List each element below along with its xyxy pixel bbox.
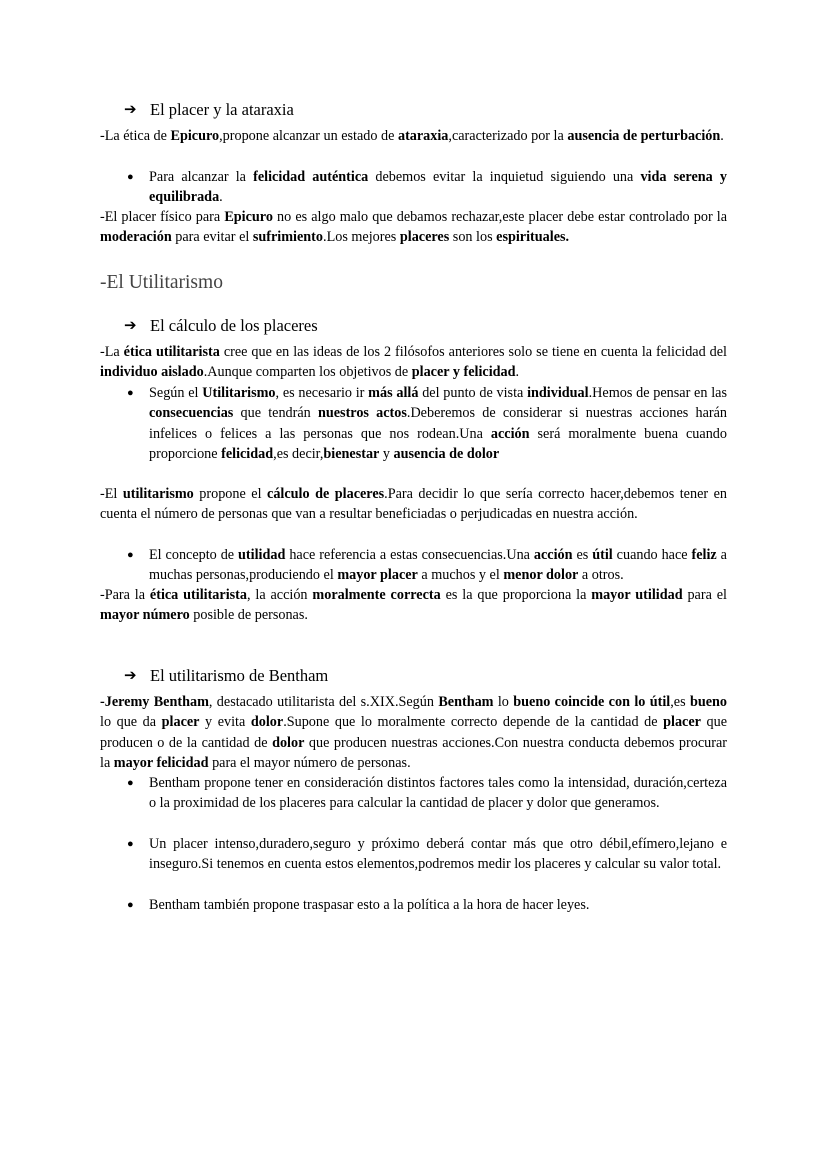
text: que producen o de la cantidad de [100,714,727,751]
paragraph [100,692,727,773]
subheading-utilitarismo-bentham [100,665,727,687]
bold-text: moralmente correcta [312,587,441,603]
subheading-placer-ataraxia [100,99,727,121]
text: lo [493,694,514,710]
bold-text: bueno coincide con lo útil [513,694,671,710]
bold-text: -Jeremy Bentham [100,694,209,710]
text: cree que en las ideas de los 2 filósofos anteriores solo se tiene en cuenta la felicidad del [219,344,727,360]
bullet-item [100,545,727,586]
text: .Supone que lo moralmente correcto depende de la cantidad de [283,714,664,731]
text: .Hemos de pensar en las [588,385,727,401]
text: , destacado utilitarista del s.XIX.Según [208,694,439,710]
text: que producen nuestras acciones.Con nuestra conducta debemos procurar la [100,734,727,771]
text: -La ética de [100,128,171,144]
arrow-right-icon: ➔ [124,318,137,334]
text: es la que proporciona la [440,587,592,603]
bold-text: felicidad auténtica [253,169,369,185]
text: a muchos y el [417,567,504,584]
paragraph [100,342,727,383]
text: que tendrán [233,405,318,422]
text: Bentham también propone traspasar esto a la política a la hora de hacer leyes. [149,897,590,913]
text: para evitar el [171,229,253,246]
text: .Los mejores [323,229,400,246]
bold-text: cálculo de placeres [267,486,385,502]
bold-text: individual [527,385,589,401]
text: es [572,547,593,563]
text: Bentham propone tener en consideración distintos factores tales como la intensidad, duración,certeza o la proximidad de los placeres para calcular la cantidad de placer y dolor que generamos. [149,775,727,812]
bullet-icon: ● [127,838,134,850]
text: y evita [199,714,251,731]
bold-text: mayor felicidad [113,754,209,771]
bullet-item [100,167,727,208]
bold-text: espirituales. [496,229,570,246]
bullet-item [100,895,727,915]
bold-text: acción [533,547,573,563]
text: El concepto de [149,547,239,563]
bold-text: sufrimiento [252,229,324,246]
text: a otros. [578,567,624,584]
text: cuando hace [612,547,692,563]
paragraph [100,126,727,146]
heading-utilitarismo: -El Utilitarismo [100,272,223,293]
bold-text: ausencia de perturbación [567,128,721,144]
bullet-icon: ● [127,387,134,399]
text: lo que da [100,714,162,731]
text: -La [100,344,124,360]
bold-text: feliz [691,547,717,563]
text: . [515,364,520,381]
text: a muchas personas,produciendo el [149,547,727,584]
text: .Deberemos de considerar si nuestras acciones harán infelices o felices a las personas que nos rodean.Una [149,405,727,442]
paragraph [100,585,727,626]
text: . [219,189,223,206]
bold-text: mayor número [100,607,190,624]
text: ,caracterizado por la [448,128,568,144]
text: posible de personas. [189,607,308,624]
text: Para alcanzar la [149,169,254,185]
bullet-icon: ● [127,549,134,561]
text: y [379,445,394,462]
bold-text: individuo aislado [100,364,204,381]
bold-text: ataraxia [397,128,449,144]
text: será moralmente buena cuando proporcione [149,425,727,462]
bold-text: felicidad [221,445,274,462]
bold-text: mayor utilidad [591,587,683,603]
text: del punto de vista [418,385,528,401]
subheading-label: El placer y la ataraxia [150,100,294,119]
bullet-item [100,834,727,875]
bullet-icon: ● [127,777,134,789]
text: .Para decidir lo que sería correcto hacer,debemos tener en cuenta el número de personas que van a resultar beneficiadas o perjudicadas en nuestra acción. [100,486,727,523]
bold-text: Bentham [438,694,494,710]
bold-text: placer [161,714,200,731]
bullet-icon: ● [127,171,134,183]
text: -Para la [100,587,150,603]
bold-text: nuestros actos [317,405,407,422]
text: debemos evitar la inquietud siguiendo una [368,169,641,185]
bold-text: ausencia de dolor [393,445,500,462]
arrow-right-icon: ➔ [124,102,137,118]
text: Un placer intenso,duradero,seguro y próximo deberá contar más que otro débil,efímero,lejano e inseguro.Si tenemos en cuenta estos elementos,podremos medir los placeres y calcular su valor total. [149,836,727,873]
bullet-item [100,383,727,464]
bold-text: útil [592,547,613,563]
text: ,es [670,694,690,710]
bold-text: acción [490,425,530,442]
bold-text: ética utilitarista [149,587,247,603]
arrow-right-icon: ➔ [124,668,137,684]
bold-text: dolor [272,734,305,751]
bold-text: bienestar [323,445,380,462]
paragraph [100,484,727,525]
text: ,propone alcanzar un estado de [219,128,398,144]
bold-text: placeres [399,229,450,246]
text: hace referencia a estas consecuencias.Una [285,547,534,563]
bold-text: Epicuro [224,209,273,225]
bold-text: utilitarismo [122,486,194,502]
bold-text: más allá [368,385,419,401]
bold-text: Utilitarismo [202,385,276,401]
subheading-label: El cálculo de los placeres [150,316,318,335]
text: .Aunque comparten los objetivos de [203,364,412,381]
bold-text: ética utilitarista [123,344,220,360]
text: son los [449,229,497,246]
text: -El placer físico para [100,209,225,225]
text: para el mayor número de personas. [208,754,411,771]
text: propone el [193,486,268,502]
bullet-item [100,773,727,814]
bold-text: utilidad [238,547,286,563]
subheading-label: El utilitarismo de Bentham [150,666,329,685]
paragraph [100,207,727,248]
bold-text: placer [663,714,701,731]
text: para el [682,587,727,603]
bold-text: vida serena y equilibrada [149,169,727,206]
bold-text: placer y felicidad [411,364,516,381]
text: , la acción [246,587,313,603]
text: , es necesario ir [275,385,369,401]
bold-text: consecuencias [149,405,234,422]
subheading-calculo-placeres [100,315,727,337]
bullet-icon: ● [127,899,134,911]
bold-text: Epicuro [170,128,220,144]
bold-text: bueno [689,694,728,710]
bold-text: menor dolor [503,567,579,584]
text: ,es decir, [273,445,324,462]
text: -El [100,486,123,502]
bold-text: dolor [250,714,284,731]
text: Según el [149,385,203,401]
text: no es algo malo que debamos rechazar,este placer debe estar controlado por la [272,209,727,225]
bold-text: mayor placer [337,567,418,584]
text: . [720,128,724,144]
bold-text: moderación [100,229,172,246]
